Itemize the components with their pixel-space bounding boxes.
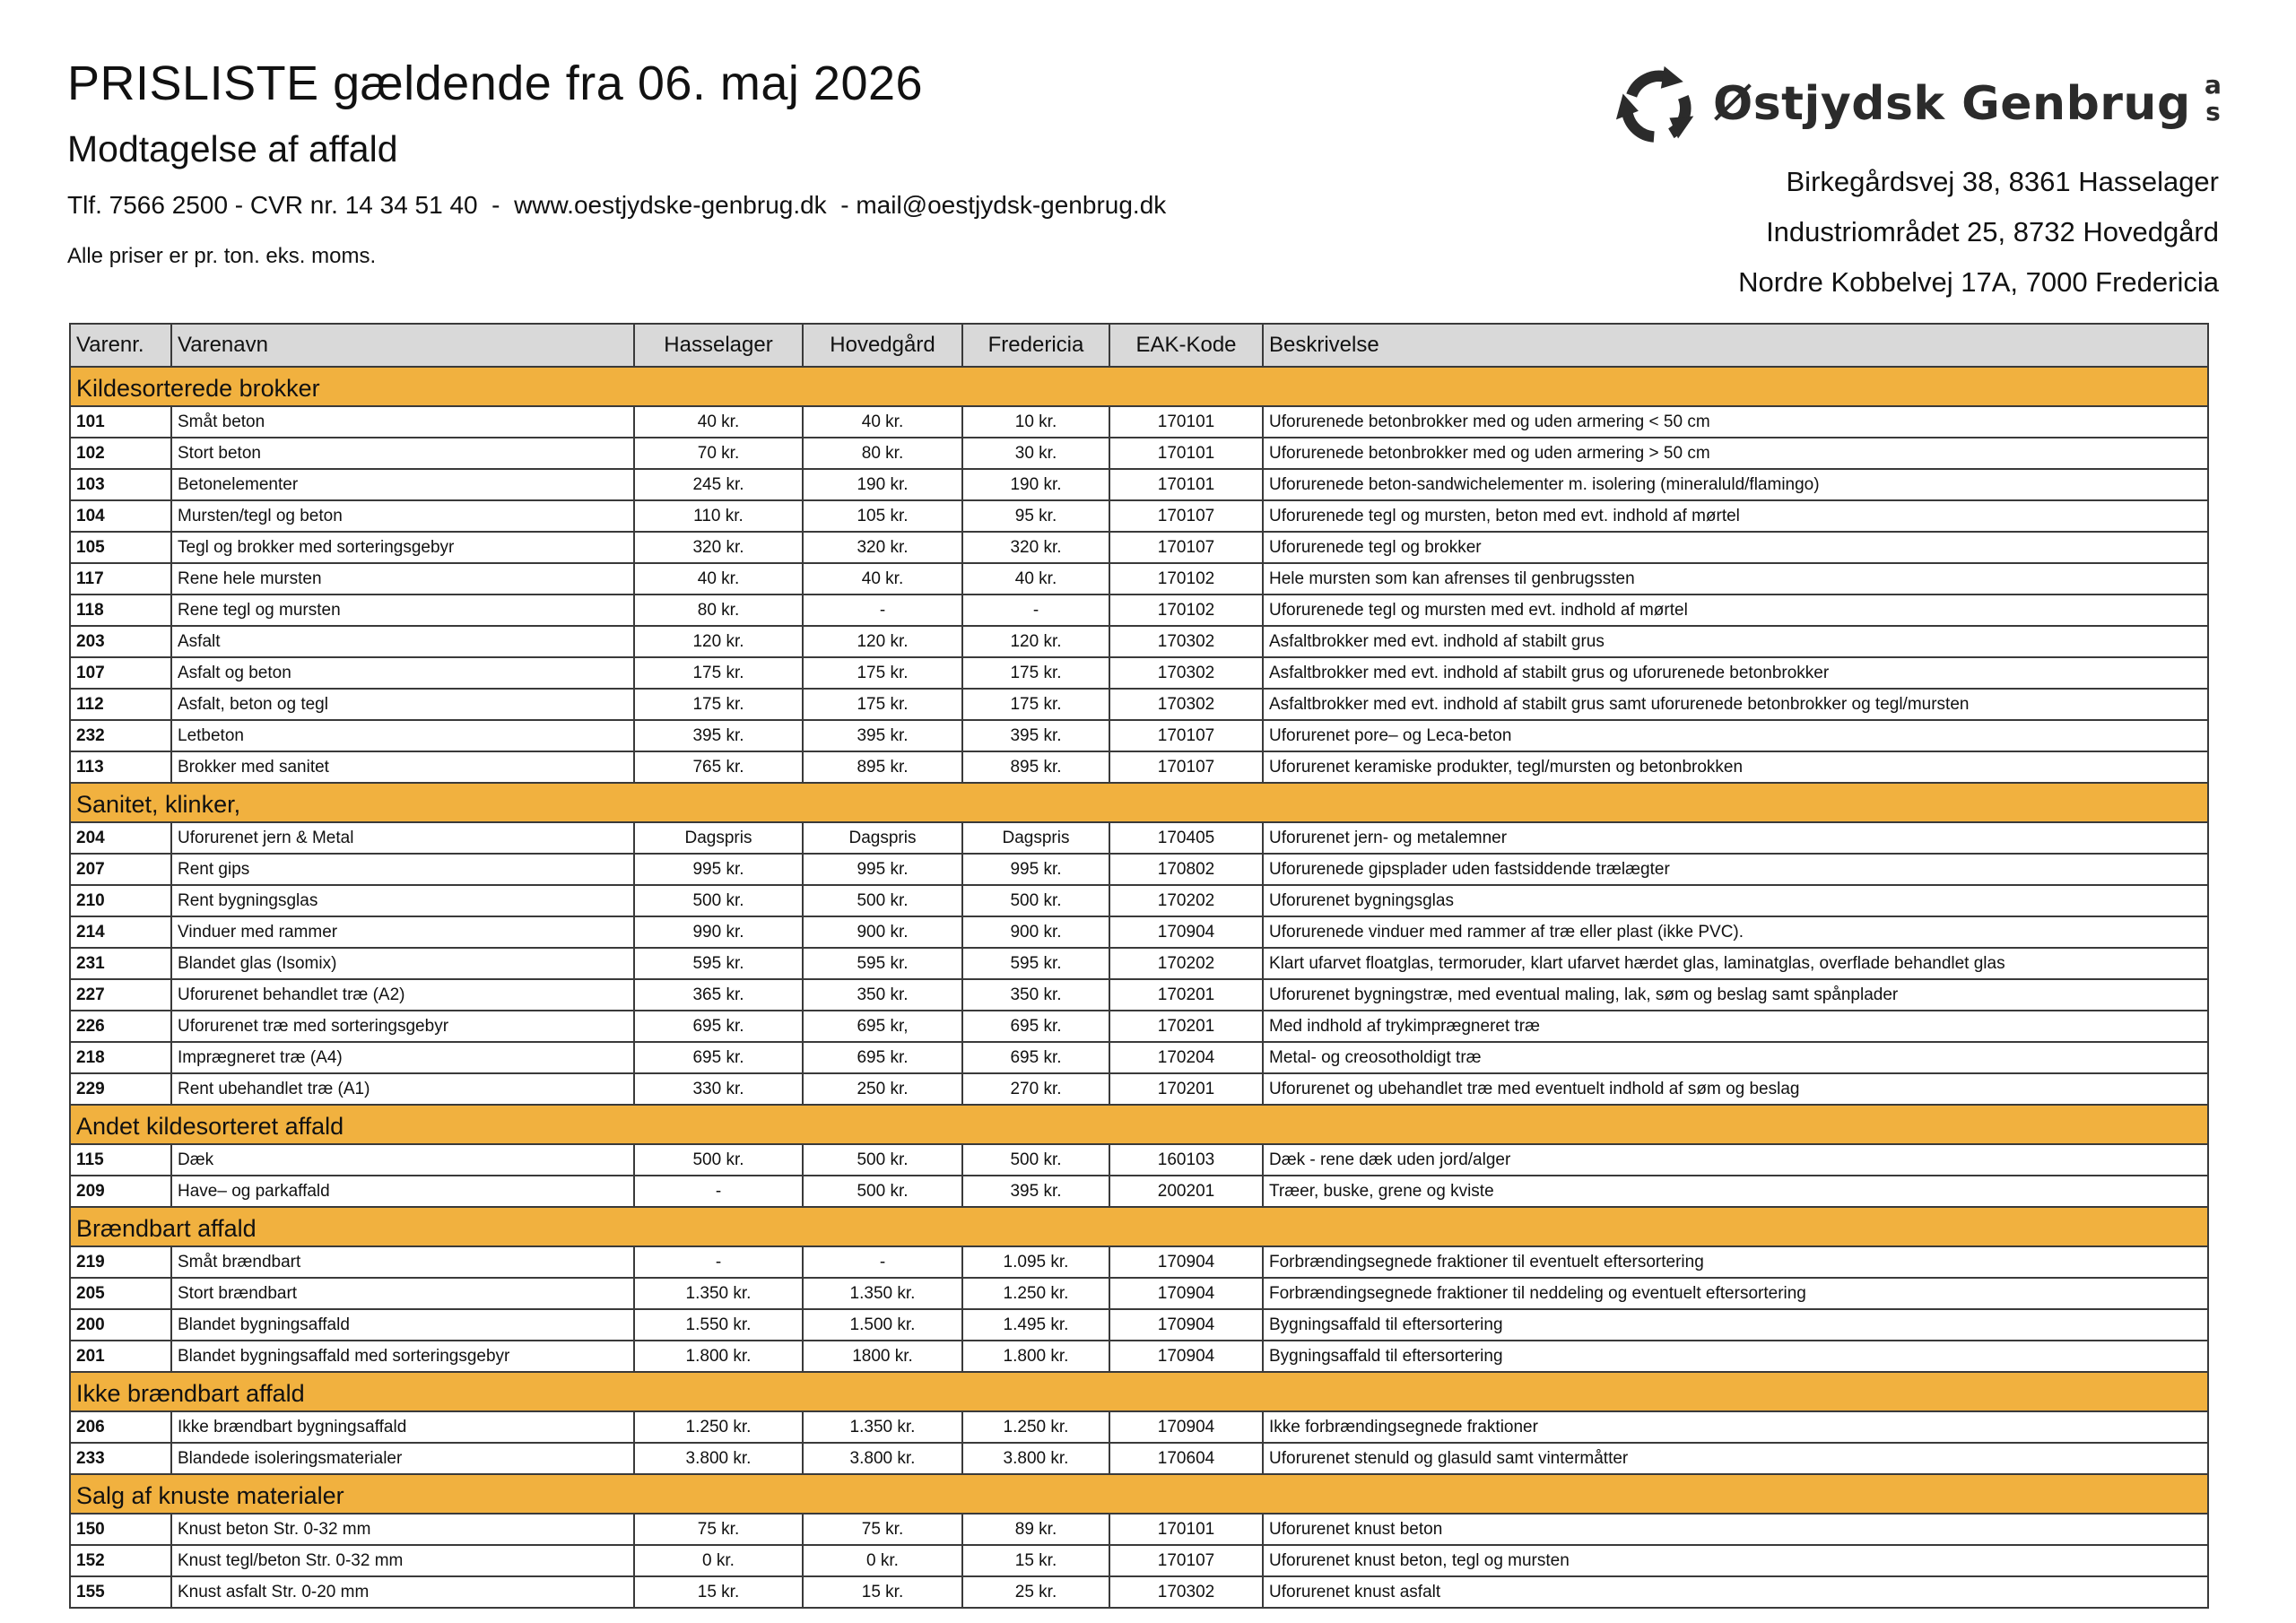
item-name: Rene tegl og mursten: [171, 595, 634, 626]
item-number: 214: [70, 916, 171, 948]
item-number: 229: [70, 1073, 171, 1105]
eak-code: 170107: [1109, 500, 1263, 532]
table-row: [70, 1309, 2208, 1341]
item-name: Brokker med sanitet: [171, 751, 634, 783]
item-name: Blandede isoleringsmaterialer: [171, 1443, 634, 1474]
item-number: 232: [70, 720, 171, 751]
price-hovedgaard: 80 kr.: [803, 438, 962, 469]
price-hasselager: -: [634, 1176, 803, 1207]
price-hovedgaard: 1.500 kr.: [803, 1309, 962, 1341]
item-number: 105: [70, 532, 171, 563]
table-row: [70, 500, 2208, 532]
price-hasselager: 500 kr.: [634, 885, 803, 916]
price-hovedgaard: 395 kr.: [803, 720, 962, 751]
item-name: Betonelementer: [171, 469, 634, 500]
item-name: Blandet bygningsaffald med sorteringsgebyr: [171, 1341, 634, 1372]
price-hovedgaard: 40 kr.: [803, 406, 962, 438]
price-fredericia: 395 kr.: [962, 720, 1109, 751]
page-title: PRISLISTE gældende fra 06. maj 2026: [67, 56, 924, 110]
price-fredericia: 1.095 kr.: [962, 1246, 1109, 1278]
price-hasselager: 990 kr.: [634, 916, 803, 948]
table-row: [70, 1576, 2208, 1608]
table-row: [70, 532, 2208, 563]
table-body: [70, 367, 2208, 1608]
item-name: Knust beton Str. 0-32 mm: [171, 1514, 634, 1545]
description: Uforurenet knust asfalt: [1263, 1576, 2208, 1608]
table-row: [70, 1278, 2208, 1309]
eak-code: 170201: [1109, 1011, 1263, 1042]
eak-code: 160103: [1109, 1144, 1263, 1176]
address-hovedgaard: Industriområdet 25, 8732 Hovedgård: [1766, 216, 2219, 247]
item-name: Knust tegl/beton Str. 0-32 mm: [171, 1545, 634, 1576]
description: Træer, buske, grene og kviste: [1263, 1176, 2208, 1207]
description: Uforurenet keramiske produkter, tegl/mursten og betonbrokken: [1263, 751, 2208, 783]
item-number: 219: [70, 1246, 171, 1278]
eak-code: 170302: [1109, 626, 1263, 657]
item-name: Uforurenet jern & Metal: [171, 822, 634, 854]
price-hasselager: 765 kr.: [634, 751, 803, 783]
contact-line: Tlf. 7566 2500 - CVR nr. 14 34 51 40 - www.oestjydske-genbrug.dk - mail@oestjydsk-genbrug.dk: [67, 191, 1167, 219]
price-note: Alle priser er pr. ton. eks. moms.: [67, 244, 377, 268]
description: Uforurenet bygningstræ, med eventual maling, lak, søm og beslag samt spånplader: [1263, 979, 2208, 1011]
table-row: [70, 948, 2208, 979]
item-name: Asfalt, beton og tegl: [171, 689, 634, 720]
description: Forbrændingsegnede fraktioner til eventuelt eftersortering: [1263, 1246, 2208, 1278]
item-number: 210: [70, 885, 171, 916]
price-hasselager: 995 kr.: [634, 854, 803, 885]
description: Asfaltbrokker med evt. indhold af stabilt grus samt uforurenede betonbrokker og tegl/mursten: [1263, 689, 2208, 720]
table-row: [70, 1514, 2208, 1545]
price-hovedgaard: 105 kr.: [803, 500, 962, 532]
price-fredericia: 175 kr.: [962, 657, 1109, 689]
price-hovedgaard: -: [803, 595, 962, 626]
description: Uforurenede beton-sandwichelementer m. isolering (mineraluld/flamingo): [1263, 469, 2208, 500]
item-number: 152: [70, 1545, 171, 1576]
item-name: Stort brændbart: [171, 1278, 634, 1309]
price-hasselager: 15 kr.: [634, 1576, 803, 1608]
item-number: 201: [70, 1341, 171, 1372]
item-number: 204: [70, 822, 171, 854]
price-hovedgaard: 695 kr.: [803, 1042, 962, 1073]
price-fredericia: 190 kr.: [962, 469, 1109, 500]
item-number: 231: [70, 948, 171, 979]
price-hasselager: 1.350 kr.: [634, 1278, 803, 1309]
item-name: Tegl og brokker med sorteringsgebyr: [171, 532, 634, 563]
company-logo: [1614, 61, 2224, 151]
price-hovedgaard: Dagspris: [803, 822, 962, 854]
description: Bygningsaffald til eftersortering: [1263, 1309, 2208, 1341]
price-hovedgaard: 175 kr.: [803, 657, 962, 689]
price-fredericia: 1.495 kr.: [962, 1309, 1109, 1341]
column-header: Varenr.: [70, 324, 171, 367]
table-row: [70, 1011, 2208, 1042]
description: Uforurenet stenuld og glasuld samt vintermåtter: [1263, 1443, 2208, 1474]
price-hasselager: 695 kr.: [634, 1011, 803, 1042]
item-number: 233: [70, 1443, 171, 1474]
table-row: [70, 1545, 2208, 1576]
price-fredericia: 15 kr.: [962, 1545, 1109, 1576]
item-name: Dæk: [171, 1144, 634, 1176]
price-hasselager: 1.550 kr.: [634, 1309, 803, 1341]
category-title: Brændbart affald: [70, 1207, 2208, 1246]
price-fredericia: 900 kr.: [962, 916, 1109, 948]
table-row: [70, 406, 2208, 438]
logo-name: Østjydsk Genbrug: [1713, 77, 2191, 131]
table-row: [70, 1411, 2208, 1443]
eak-code: 170405: [1109, 822, 1263, 854]
column-header: Hasselager: [634, 324, 803, 367]
table-row: [70, 469, 2208, 500]
description: Med indhold af trykimprægneret træ: [1263, 1011, 2208, 1042]
price-fredericia: 395 kr.: [962, 1176, 1109, 1207]
table-row: [70, 595, 2208, 626]
price-hasselager: 365 kr.: [634, 979, 803, 1011]
price-hasselager: 40 kr.: [634, 406, 803, 438]
item-name: Uforurenet træ med sorteringsgebyr: [171, 1011, 634, 1042]
price-fredericia: 3.800 kr.: [962, 1443, 1109, 1474]
item-name: Blandet bygningsaffald: [171, 1309, 634, 1341]
price-fredericia: 320 kr.: [962, 532, 1109, 563]
logo-suffix-bottom: s: [2205, 97, 2221, 126]
column-header: Fredericia: [962, 324, 1109, 367]
price-fredericia: 500 kr.: [962, 1144, 1109, 1176]
price-hovedgaard: 1800 kr.: [803, 1341, 962, 1372]
table-row: [70, 1443, 2208, 1474]
price-hovedgaard: 500 kr.: [803, 885, 962, 916]
price-fredericia: 10 kr.: [962, 406, 1109, 438]
table-row: [70, 1144, 2208, 1176]
addresses: [1738, 163, 2219, 314]
logo-suffix-top: a: [2205, 70, 2222, 100]
price-fredericia: Dagspris: [962, 822, 1109, 854]
price-hasselager: 110 kr.: [634, 500, 803, 532]
item-number: 205: [70, 1278, 171, 1309]
description: Asfaltbrokker med evt. indhold af stabilt grus: [1263, 626, 2208, 657]
price-hasselager: 80 kr.: [634, 595, 803, 626]
address-hasselager: Birkegårdsvej 38, 8361 Hasselager: [1786, 166, 2219, 197]
eak-code: 170302: [1109, 657, 1263, 689]
price-fredericia: -: [962, 595, 1109, 626]
item-name: Ikke brændbart bygningsaffald: [171, 1411, 634, 1443]
item-name: Rent gips: [171, 854, 634, 885]
item-name: Knust asfalt Str. 0-20 mm: [171, 1576, 634, 1608]
table-row: [70, 563, 2208, 595]
price-hasselager: 75 kr.: [634, 1514, 803, 1545]
price-hasselager: 1.250 kr.: [634, 1411, 803, 1443]
description: Metal- og creosotholdigt træ: [1263, 1042, 2208, 1073]
eak-code: 170107: [1109, 532, 1263, 563]
recycle-arrows-icon: [1614, 63, 1700, 149]
price-hasselager: 120 kr.: [634, 626, 803, 657]
price-hovedgaard: 1.350 kr.: [803, 1278, 962, 1309]
price-hasselager: 500 kr.: [634, 1144, 803, 1176]
price-hasselager: 40 kr.: [634, 563, 803, 595]
table-row: [70, 885, 2208, 916]
price-fredericia: 120 kr.: [962, 626, 1109, 657]
description: Uforurenet bygningsglas: [1263, 885, 2208, 916]
eak-code: 170101: [1109, 438, 1263, 469]
table-row: [70, 626, 2208, 657]
price-hovedgaard: 500 kr.: [803, 1144, 962, 1176]
category-title: Kildesorterede brokker: [70, 367, 2208, 406]
category-row: [70, 1372, 2208, 1411]
description: Uforurenede betonbrokker med og uden armering < 50 cm: [1263, 406, 2208, 438]
price-fredericia: 500 kr.: [962, 885, 1109, 916]
category-row: [70, 783, 2208, 822]
eak-code: 170202: [1109, 948, 1263, 979]
price-hovedgaard: 995 kr.: [803, 854, 962, 885]
price-hasselager: 1.800 kr.: [634, 1341, 803, 1372]
price-hasselager: Dagspris: [634, 822, 803, 854]
price-fredericia: 89 kr.: [962, 1514, 1109, 1545]
price-fredericia: 1.250 kr.: [962, 1278, 1109, 1309]
table-row: [70, 822, 2208, 854]
eak-code: 170904: [1109, 1246, 1263, 1278]
price-hovedgaard: 120 kr.: [803, 626, 962, 657]
eak-code: 170802: [1109, 854, 1263, 885]
category-row: [70, 1207, 2208, 1246]
price-hasselager: 70 kr.: [634, 438, 803, 469]
category-row: [70, 1105, 2208, 1144]
price-hovedgaard: 0 kr.: [803, 1545, 962, 1576]
price-fredericia: 695 kr.: [962, 1042, 1109, 1073]
item-number: 101: [70, 406, 171, 438]
item-number: 102: [70, 438, 171, 469]
item-number: 200: [70, 1309, 171, 1341]
price-hasselager: 175 kr.: [634, 689, 803, 720]
item-number: 118: [70, 595, 171, 626]
item-number: 226: [70, 1011, 171, 1042]
item-name: Småt beton: [171, 406, 634, 438]
price-hasselager: 175 kr.: [634, 657, 803, 689]
item-number: 227: [70, 979, 171, 1011]
price-hovedgaard: 500 kr.: [803, 1176, 962, 1207]
price-hasselager: 245 kr.: [634, 469, 803, 500]
price-hovedgaard: 895 kr.: [803, 751, 962, 783]
description: Uforurenede gipsplader uden fastsiddende trælægter: [1263, 854, 2208, 885]
column-header: EAK-Kode: [1109, 324, 1263, 367]
item-name: Rent bygningsglas: [171, 885, 634, 916]
price-fredericia: 350 kr.: [962, 979, 1109, 1011]
eak-code: 170904: [1109, 916, 1263, 948]
description: Klart ufarvet floatglas, termoruder, klart ufarvet hærdet glas, laminatglas, overflade behandlet glas: [1263, 948, 2208, 979]
eak-code: 200201: [1109, 1176, 1263, 1207]
price-hasselager: 330 kr.: [634, 1073, 803, 1105]
page-subtitle: Modtagelse af affald: [67, 128, 398, 169]
price-hovedgaard: 695 kr,: [803, 1011, 962, 1042]
price-fredericia: 1.800 kr.: [962, 1341, 1109, 1372]
description: Bygningsaffald til eftersortering: [1263, 1341, 2208, 1372]
address-fredericia: Nordre Kobbelvej 17A, 7000 Fredericia: [1738, 266, 2219, 298]
table-row: [70, 979, 2208, 1011]
eak-code: 170302: [1109, 1576, 1263, 1608]
eak-code: 170102: [1109, 563, 1263, 595]
item-number: 206: [70, 1411, 171, 1443]
logo-suffix: [2205, 72, 2222, 126]
price-hovedgaard: 320 kr.: [803, 532, 962, 563]
item-number: 218: [70, 1042, 171, 1073]
eak-code: 170201: [1109, 979, 1263, 1011]
item-name: Have– og parkaffald: [171, 1176, 634, 1207]
description: Uforurenet knust beton: [1263, 1514, 2208, 1545]
description: Uforurenet og ubehandlet træ med eventuelt indhold af søm og beslag: [1263, 1073, 2208, 1105]
item-number: 155: [70, 1576, 171, 1608]
eak-code: 170201: [1109, 1073, 1263, 1105]
price-fredericia: 25 kr.: [962, 1576, 1109, 1608]
item-number: 203: [70, 626, 171, 657]
eak-code: 170107: [1109, 1545, 1263, 1576]
item-name: Blandet glas (Isomix): [171, 948, 634, 979]
item-name: Asfalt og beton: [171, 657, 634, 689]
table-row: [70, 720, 2208, 751]
eak-code: 170202: [1109, 885, 1263, 916]
price-fredericia: 40 kr.: [962, 563, 1109, 595]
category-title: Ikke brændbart affald: [70, 1372, 2208, 1411]
item-number: 115: [70, 1144, 171, 1176]
item-name: Letbeton: [171, 720, 634, 751]
table-row: [70, 1073, 2208, 1105]
item-name: Vinduer med rammer: [171, 916, 634, 948]
category-title: Salg af knuste materialer: [70, 1474, 2208, 1514]
description: Uforurenede betonbrokker med og uden armering > 50 cm: [1263, 438, 2208, 469]
item-name: Rene hele mursten: [171, 563, 634, 595]
price-fredericia: 995 kr.: [962, 854, 1109, 885]
price-hasselager: -: [634, 1246, 803, 1278]
price-hovedgaard: 350 kr.: [803, 979, 962, 1011]
price-hovedgaard: 175 kr.: [803, 689, 962, 720]
table-row: [70, 657, 2208, 689]
table-row: [70, 1341, 2208, 1372]
item-number: 207: [70, 854, 171, 885]
price-hasselager: 595 kr.: [634, 948, 803, 979]
description: Dæk - rene dæk uden jord/alger: [1263, 1144, 2208, 1176]
table-row: [70, 1176, 2208, 1207]
item-name: Asfalt: [171, 626, 634, 657]
description: Uforurenede tegl og mursten, beton med evt. indhold af mørtel: [1263, 500, 2208, 532]
description: Uforurenede tegl og brokker: [1263, 532, 2208, 563]
price-hovedgaard: 40 kr.: [803, 563, 962, 595]
table-row: [70, 751, 2208, 783]
description: Uforurenet pore– og Leca-beton: [1263, 720, 2208, 751]
column-header: Hovedgård: [803, 324, 962, 367]
table-row: [70, 438, 2208, 469]
item-name: Imprægneret træ (A4): [171, 1042, 634, 1073]
price-fredericia: 895 kr.: [962, 751, 1109, 783]
item-name: Småt brændbart: [171, 1246, 634, 1278]
category-title: Andet kildesorteret affald: [70, 1105, 2208, 1144]
description: Asfaltbrokker med evt. indhold af stabilt grus og uforurenede betonbrokker: [1263, 657, 2208, 689]
price-hovedgaard: 15 kr.: [803, 1576, 962, 1608]
description: Uforurenet knust beton, tegl og mursten: [1263, 1545, 2208, 1576]
eak-code: 170604: [1109, 1443, 1263, 1474]
item-number: 209: [70, 1176, 171, 1207]
column-header: Varenavn: [171, 324, 634, 367]
table-row: [70, 1042, 2208, 1073]
item-number: 113: [70, 751, 171, 783]
price-fredericia: 1.250 kr.: [962, 1411, 1109, 1443]
price-hasselager: 395 kr.: [634, 720, 803, 751]
eak-code: 170102: [1109, 595, 1263, 626]
item-name: Stort beton: [171, 438, 634, 469]
price-fredericia: 175 kr.: [962, 689, 1109, 720]
eak-code: 170904: [1109, 1309, 1263, 1341]
eak-code: 170101: [1109, 1514, 1263, 1545]
price-hovedgaard: 250 kr.: [803, 1073, 962, 1105]
eak-code: 170107: [1109, 720, 1263, 751]
price-hasselager: 320 kr.: [634, 532, 803, 563]
price-fredericia: 695 kr.: [962, 1011, 1109, 1042]
item-name: Mursten/tegl og beton: [171, 500, 634, 532]
item-number: 103: [70, 469, 171, 500]
eak-code: 170904: [1109, 1341, 1263, 1372]
item-number: 107: [70, 657, 171, 689]
description: Uforurenede vinduer med rammer af træ eller plast (ikke PVC).: [1263, 916, 2208, 948]
table-row: [70, 854, 2208, 885]
price-hovedgaard: -: [803, 1246, 962, 1278]
eak-code: 170904: [1109, 1411, 1263, 1443]
item-number: 150: [70, 1514, 171, 1545]
description: Forbrændingsegnede fraktioner til neddeling og eventuelt eftersortering: [1263, 1278, 2208, 1309]
price-hovedgaard: 595 kr.: [803, 948, 962, 979]
table-row: [70, 1246, 2208, 1278]
column-header: Beskrivelse: [1263, 324, 2208, 367]
description: Ikke forbrændingsegnede fraktioner: [1263, 1411, 2208, 1443]
price-fredericia: 595 kr.: [962, 948, 1109, 979]
price-fredericia: 30 kr.: [962, 438, 1109, 469]
category-row: [70, 367, 2208, 406]
category-title: Sanitet, klinker,: [70, 783, 2208, 822]
item-number: 117: [70, 563, 171, 595]
table-header-row: [70, 324, 2208, 367]
item-name: Uforurenet behandlet træ (A2): [171, 979, 634, 1011]
description: Uforurenede tegl og mursten med evt. indhold af mørtel: [1263, 595, 2208, 626]
price-hovedgaard: 190 kr.: [803, 469, 962, 500]
eak-code: 170904: [1109, 1278, 1263, 1309]
description: Hele mursten som kan afrenses til genbrugssten: [1263, 563, 2208, 595]
price-fredericia: 270 kr.: [962, 1073, 1109, 1105]
item-number: 104: [70, 500, 171, 532]
price-table: [69, 323, 2209, 1609]
price-hovedgaard: 3.800 kr.: [803, 1443, 962, 1474]
table-row: [70, 916, 2208, 948]
eak-code: 170101: [1109, 469, 1263, 500]
eak-code: 170302: [1109, 689, 1263, 720]
eak-code: 170107: [1109, 751, 1263, 783]
price-hasselager: 695 kr.: [634, 1042, 803, 1073]
eak-code: 170101: [1109, 406, 1263, 438]
category-row: [70, 1474, 2208, 1514]
price-hovedgaard: 75 kr.: [803, 1514, 962, 1545]
price-fredericia: 95 kr.: [962, 500, 1109, 532]
item-name: Rent ubehandlet træ (A1): [171, 1073, 634, 1105]
price-hovedgaard: 1.350 kr.: [803, 1411, 962, 1443]
eak-code: 170204: [1109, 1042, 1263, 1073]
price-hovedgaard: 900 kr.: [803, 916, 962, 948]
item-number: 112: [70, 689, 171, 720]
price-hasselager: 0 kr.: [634, 1545, 803, 1576]
description: Uforurenet jern- og metalemner: [1263, 822, 2208, 854]
table-row: [70, 689, 2208, 720]
price-hasselager: 3.800 kr.: [634, 1443, 803, 1474]
